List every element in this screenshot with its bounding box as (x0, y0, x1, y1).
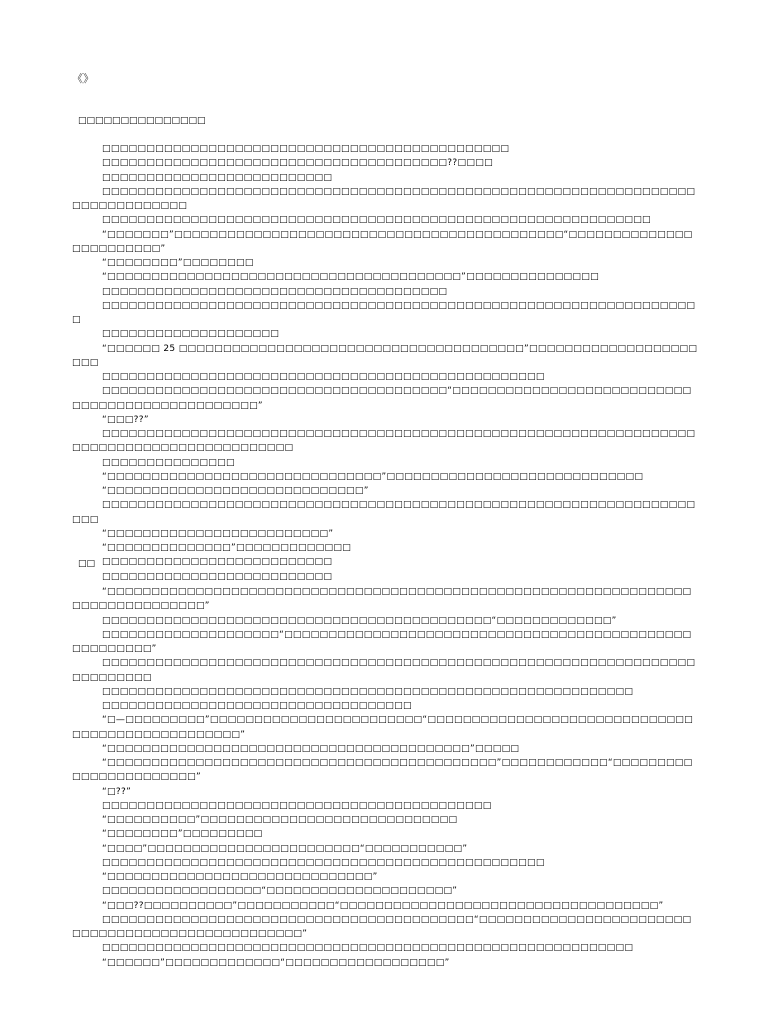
paragraph: “□□□□□□□□□□□□□□□□□□□□□□□□□□□□□□□□□□□□□□□□”□□□□□□□□□□□□□□□ (102, 272, 599, 283)
paragraph: □□□□□□□□□□□□□□□ (102, 457, 235, 468)
header-mark: 《》 (72, 72, 94, 85)
paragraph: □□□□□□□□□□□□□□□□□□“□□□□□□□□□□□□□□□□□□□□□” (102, 886, 458, 897)
section-2 (72, 557, 698, 970)
paragraph: □□□□□□□□□□□□□□□□□□□□“□□□□□□□□□□□□□□□□□□□□□□□□□□□□□□□□□□□□□□□□□□□□□□□□□□□□□□□” (72, 629, 692, 654)
paragraph: □□□□□□□□□□□□□□□□□□□□□□□□□□□□□□□□□□□□□□□□□□□□□□□□□□□□□□□□□□□□□□□□□□□□□□□□□□□□□□□□□□□□□□□□□□□□ (72, 429, 696, 454)
paragraph: “□??” (102, 786, 132, 797)
paragraph: “□—□□□□□□□□□”□□□□□□□□□□□□□□□□□□□□□□□□“□□□□□□□□□□□□□□□□□□□□□□□□□□□□□□□□□□□□□□□□□□□□□□□□□” (72, 715, 694, 740)
paragraph: “□□□□□□□□□□□□□□□□□□□□□□□□□□□□□□□□□□□□□□□□□”□□□□□ (102, 743, 520, 754)
paragraph: □□□□□□□□□□□□□□□□□□□□□□□□□□□□□□□□□□□□□□□□□□“□□□□□□□□□□□□□□□□□□□□□□□□□□□□□□□□□□□□□□□□□□□□□□□□□□” (72, 914, 692, 939)
paragraph: “□□□□□□ 25 □□□□□□□□□□□□□□□□□□□□□□□□□□□□□□□□□□□□□□□”□□□□□□□□□□□□□□□□□□□□□□ (72, 343, 698, 368)
paragraph: “□□□□□□□□”□□□□□□□□□ (102, 829, 263, 840)
paragraph: □□□□□□□□□□□□□□□□□□□□□□□□□□□□□□□□□□□□□□□□□□□□□□□□□□□□□□□□□□□□□□□□□□□□□□□□□□□□□□□□ (72, 186, 696, 211)
paragraph: “□□□□□□□□□□□□□□□□□□□□□□□□□□□□□□□”□□□□□□□□□□□□□□□□□□□□□□□□□□□□□ (102, 471, 644, 482)
paragraph: □□□□□□□□□□□□□□□□□□□□□□□□□□□□□□□□□□□□□□□□□□□□□□□□□□ (102, 857, 545, 868)
paragraph: □□□□□□□□□□□□□□□□□□□□□□□□□□□□□□□□□□□□□□□□□□□□□□□□□□□□□□□□□□□□□□□□□□□□ (72, 300, 696, 325)
paragraph: “□□□□□□□□□□□□□□□□□□□□□□□□□□□□□□□□□□□□□□□□□□□□”□□□□□□□□□□□□“□□□□□□□□□□□□□□□□□□□□□□□” (72, 758, 693, 783)
paragraph: □□□□□□□□□□□□□□□□□□□□□□□□□□ (102, 172, 333, 183)
section-heading: □□□□□□□□□□□□□□□ (78, 116, 206, 126)
section-heading: □□ (78, 559, 96, 569)
section-1 (72, 114, 698, 584)
paragraph: □□□□□□□□□□□□□□□□□□□□□□□□□□□□□□□□□□□□□□□□□□□□□□□□□□□□□□□□□□□□□□□□□□□□□□□□□□□□ (72, 658, 696, 683)
paragraph: □□□□□□□□□□□□□□□□□□□□□□□□□□ (102, 557, 333, 568)
paragraph: “□□□??□□□□□□□□□□”□□□□□□□□□□□“□□□□□□□□□□□□□□□□□□□□□□□□□□□□□□□□□□□□” (102, 900, 664, 911)
paragraph: “□□□□□□□□□□□□□□□□□□□□□□□□□□□□□□” (102, 872, 378, 882)
paragraph: □□□□□□□□□□□□□□□□□□□□□□□□□□□□□□□□□□□□□□□□□□□□□□ (102, 144, 510, 154)
paragraph: □□□□□□□□□□□□□□□□□□□□□□□□□□□□□□□□□□□□□□□□□□□□□□□□□□□□□□□□□□□□ (102, 686, 634, 697)
paragraph: “□□□□□□□□□□□□□□□□□□□□□□□□□□□□□□□□□□□□□□□□□□□□□□□□□□□□□□□□□□□□□□□□□□□□□□□□□□□□□□□□□” (72, 587, 692, 612)
paragraph: “□□□??” (102, 414, 149, 425)
paragraph: □□□□□□□□□□□□□□□□□□□□□□□□□□ (102, 571, 333, 582)
paragraph: “□□□□□□”□□□□□□□□□□□□□“□□□□□□□□□□□□□□□□□□” (102, 957, 450, 968)
paragraph: □□□□□□□□□□□□□□□□□□□□□□□□□□□□□□□□□□□□□□□□□□□□□□□□□□□□□□□□□□□□□□□□□□□□□□ (72, 500, 696, 525)
paragraph: □□□□□□□□□□□□□□□□□□□□□□□□□□□□□□□□□□□□□□□□□□□□“□□□□□□□□□□□□□” (102, 615, 617, 626)
paragraph: “□□□□□□□□□□□□□□□□□□□□□□□□□” (102, 528, 334, 539)
paragraph: □□□□□□□□□□□□□□□□□□□□ (102, 329, 280, 340)
paragraph: □□□□□□□□□□□□□□□□□□□□□□□□□□□□□□□□□□□□□□□ (102, 286, 448, 297)
paragraph: □□□□□□□□□□□□□□□□□□□□□□□□□□□□□□□□□□□□□□□□□□□□□□□□□□ (102, 372, 545, 382)
paragraph: □□□□□□□□□□□□□□□□□□□□□□□□□□□□□□□□□□□□□□□??□□□□ (102, 158, 493, 169)
paragraph: □□□□□□□□□□□□□□□□□□□□□□□□□□□□□□□□□□□ (102, 701, 412, 711)
paragraph: “□□□□”□□□□□□□□□□□□□□□□□□□□□□□□“□□□□□□□□□□□” (102, 843, 468, 854)
paragraph: “□□□□□□□□□□□□□□□□□□□□□□□□□□□□□” (102, 486, 369, 496)
paragraph: “□□□□□□□”□□□□□□□□□□□□□□□□□□□□□□□□□□□□□□□□□□□□□□□□□□□□“□□□□□□□□□□□□□□□□□□□□□□□□” (72, 229, 693, 254)
paragraph: “□□□□□□□□□□□□□□”□□□□□□□□□□□□□ (102, 543, 352, 553)
paragraph: “□□□□□□□□□□”□□□□□□□□□□□□□□□□□□□□□□□□□□□□□ (102, 815, 458, 825)
paragraph: □□□□□□□□□□□□□□□□□□□□□□□□□□□□□□□□□□□□□□□□□□□□□□□□□□□□□□□□□□□□□□ (102, 215, 651, 226)
paragraph: □□□□□□□□□□□□□□□□□□□□□□□□□□□□□□□□□□□□□□□□□□□□□□□□□□□□□□□□□□□□ (102, 943, 634, 954)
paragraph: □□□□□□□□□□□□□□□□□□□□□□□□□□□□□□□□□□□□□□□“□□□□□□□□□□□□□□□□□□□□□□□□□□□□□□□□□□□□□□□□□□□□□□□□” (72, 386, 692, 411)
paragraph: □□□□□□□□□□□□□□□□□□□□□□□□□□□□□□□□□□□□□□□□□□□□ (102, 800, 492, 811)
paragraph: “□□□□□□□□”□□□□□□□□ (102, 258, 254, 268)
